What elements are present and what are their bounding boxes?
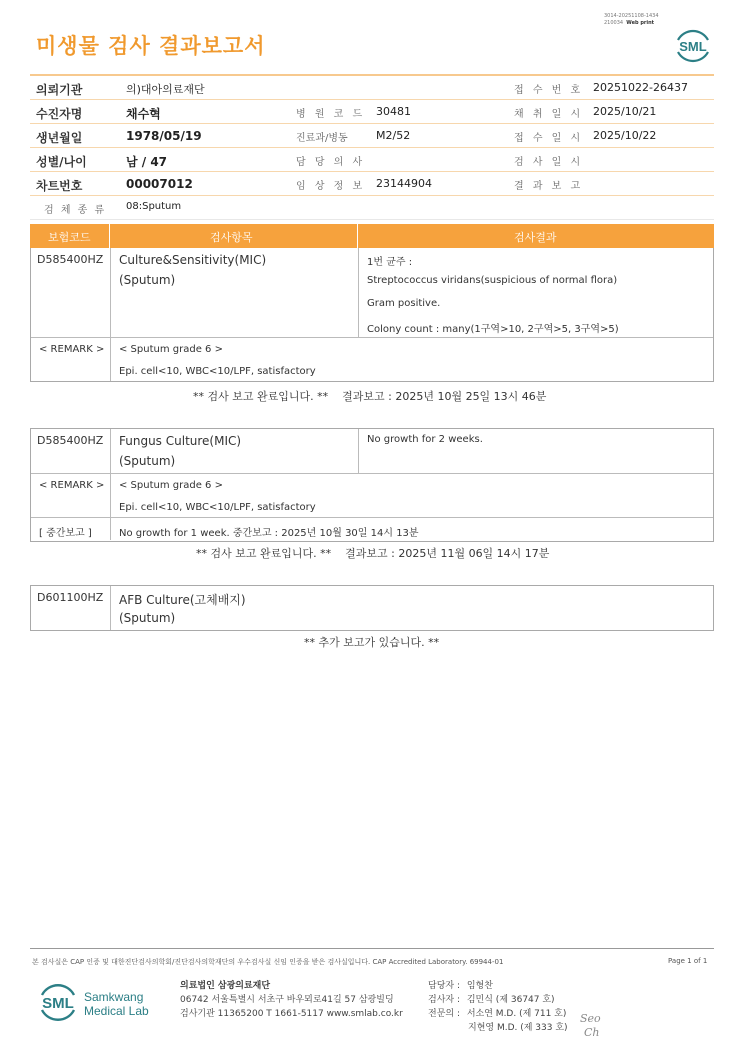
receive-date-label: 접 수 일 시 [514, 133, 584, 144]
remark-line: < Sputum grade 6 > [119, 344, 223, 355]
pending-report-text: ** 추가 보고가 있습니다. ** [304, 636, 440, 649]
specimen-label: 검 체 종 류 [44, 205, 107, 216]
col-test-result: 검사결과 [514, 231, 557, 244]
staff-info [428, 979, 568, 1035]
staff-label: 담당자 : [428, 981, 460, 991]
info-row-name [30, 100, 714, 124]
results-header [30, 224, 714, 248]
sml-footer-logo-icon [36, 980, 80, 1024]
doc-id-line1: 3014-20251108-1434 [604, 13, 659, 19]
remark-line: Epi. cell<10, WBC<10/LPF, satisfactory [119, 366, 316, 377]
info-row-chart [30, 172, 714, 196]
collect-date-value: 2025/10/21 [593, 105, 657, 118]
page-number: Page 1 of 1 [668, 957, 708, 965]
done-text: ** 검사 보고 완료입니다. ** [193, 390, 329, 403]
col-divider [110, 429, 111, 540]
signature-1: Seo [580, 1012, 601, 1025]
info-row-birth [30, 124, 714, 148]
insurance-code: D601100HZ [37, 591, 104, 604]
interim-text: No growth for 1 week. 중간보고 : 2025년 10월 30일 14시 13분 [119, 528, 419, 539]
company-contact: 검사기관 11365200 T 1661-5117 www.smlab.co.kr [180, 1009, 403, 1019]
result-line: 1번 균주 : [367, 257, 413, 268]
patient-info-table [30, 74, 714, 220]
info-row-sex [30, 148, 714, 172]
result-line: No growth for 2 weeks. [367, 434, 483, 445]
company-name-line1: Samkwang [84, 990, 144, 1004]
staff-name: 지현영 M.D. (제 333 호) [468, 1023, 568, 1033]
col-divider [110, 248, 111, 381]
company-info [180, 979, 403, 1021]
chart-value: 00007012 [126, 177, 193, 191]
footer-divider [30, 948, 714, 949]
header-divider [109, 224, 110, 248]
chart-label: 차트번호 [36, 179, 83, 193]
org-value: 의)대아의료재단 [126, 83, 205, 96]
insurance-code: D585400HZ [37, 253, 104, 266]
result-block-afb [30, 585, 714, 631]
document-id [604, 13, 659, 27]
test-item-name: AFB Culture(고체배지) [119, 593, 246, 607]
test-date-label: 검 사 일 시 [514, 157, 584, 168]
col-divider [110, 586, 111, 630]
dept-value: M2/52 [376, 129, 411, 142]
interim-label: [ 중간보고 ] [39, 528, 92, 539]
company-org: 의료법인 삼광의료재단 [180, 981, 271, 991]
company-logo-name [84, 990, 149, 1018]
clinical-value: 23144904 [376, 177, 432, 190]
test-item-specimen: (Sputum) [119, 273, 176, 287]
collect-date-label: 채 취 일 시 [514, 109, 584, 120]
clinical-label: 임 상 정 보 [296, 181, 366, 192]
hospital-code-value: 30481 [376, 105, 411, 118]
test-item-specimen: (Sputum) [119, 611, 176, 625]
footer-logo-text: SML [42, 995, 74, 1012]
remark-label: < REMARK > [39, 344, 105, 355]
col-divider [358, 248, 359, 337]
done-text: ** 검사 보고 완료입니다. ** [196, 547, 332, 560]
col-test-item: 검사항목 [210, 231, 253, 244]
report-complete-text [193, 388, 546, 404]
hospital-code-label: 병 원 코 드 [296, 109, 366, 120]
result-block-culture [30, 248, 714, 382]
staff-label: 검사자 : [428, 995, 460, 1005]
remark-line: Epi. cell<10, WBC<10/LPF, satisfactory [119, 502, 316, 513]
remark-line: < Sputum grade 6 > [119, 480, 223, 491]
test-item-specimen: (Sputum) [119, 454, 176, 468]
org-label: 의뢰기관 [36, 83, 83, 97]
staff-label: 전문의 : [428, 1009, 460, 1019]
report-complete-text [196, 545, 549, 561]
result-block-fungus [30, 428, 714, 542]
col-divider [358, 429, 359, 473]
report-time: 결과보고 : 2025년 11월 06일 14시 17분 [345, 547, 550, 560]
result-line: Gram positive. [367, 298, 441, 309]
certification-text: 본 검사실은 CAP 인증 및 대한진단검사의학회/진단검사의학재단의 우수검사실 신임 인증을 받은 검사실입니다. CAP Accredited Laboratory. 69944-01 [32, 958, 504, 966]
report-label: 결 과 보 고 [514, 181, 584, 192]
sex-age-value: 남 / 47 [126, 155, 168, 169]
receive-date-value: 2025/10/22 [593, 129, 657, 142]
row-divider [31, 473, 713, 474]
header-divider [357, 224, 358, 248]
company-name-line2: Medical Lab [84, 1004, 149, 1018]
info-row-org [30, 74, 714, 100]
receipt-no-value: 20251022-26437 [593, 81, 688, 94]
logo-text: SML [679, 39, 707, 54]
doc-id-line2: 210034 [604, 20, 624, 26]
report-title: 미생물 검사 결과보고서 [36, 34, 266, 58]
row-divider [31, 337, 713, 338]
sex-age-label: 성별/나이 [36, 155, 87, 169]
name-label: 수진자명 [36, 107, 83, 121]
test-item-name: Culture&Sensitivity(MIC) [119, 253, 267, 267]
sml-logo-icon [672, 24, 714, 66]
row-divider [31, 517, 713, 518]
specimen-value: 08:Sputum [126, 201, 182, 212]
col-insurance-code: 보험코드 [48, 231, 91, 244]
staff-name: 김민식 (제 36747 호) [466, 995, 555, 1005]
result-line: Streptococcus viridans(suspicious of normal flora) [367, 275, 618, 286]
web-print-label: Web print [626, 20, 655, 26]
dept-label: 진료과/병동 [296, 133, 348, 144]
doctor-label: 담 당 의 사 [296, 157, 366, 168]
info-row-specimen [30, 196, 714, 220]
staff-name: 서소연 M.D. (제 711 호) [466, 1009, 567, 1019]
remark-label: < REMARK > [39, 480, 105, 491]
receipt-no-label: 접 수 번 호 [514, 85, 584, 96]
name-value: 채수혁 [126, 107, 161, 121]
report-time: 결과보고 : 2025년 10월 25일 13시 46분 [342, 390, 547, 403]
result-line: Colony count : many(1구역>10, 2구역>5, 3구역>5) [367, 324, 619, 335]
insurance-code: D585400HZ [37, 434, 104, 447]
staff-name: 임형찬 [466, 981, 493, 991]
signature-2: Ch [584, 1026, 600, 1039]
birth-value: 1978/05/19 [126, 129, 202, 143]
company-address: 06742 서울특별시 서초구 바우뫼로41길 57 삼광빌딩 [180, 995, 394, 1005]
birth-label: 생년월일 [36, 131, 83, 145]
test-item-name: Fungus Culture(MIC) [119, 434, 242, 448]
